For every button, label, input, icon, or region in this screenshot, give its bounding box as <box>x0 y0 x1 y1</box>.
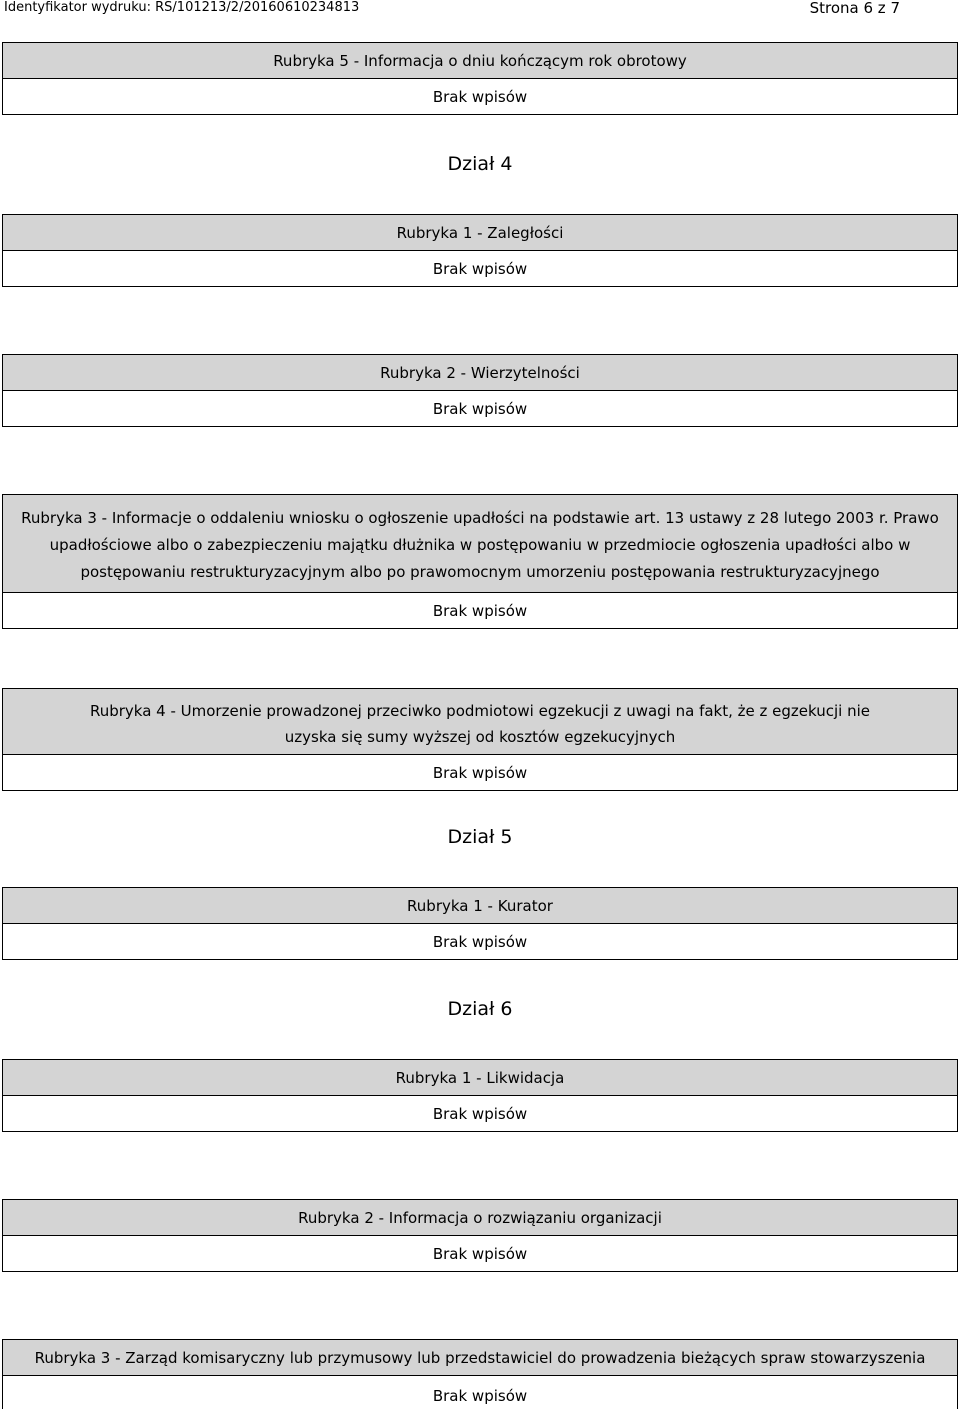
section-body: Brak wpisów <box>2 251 958 287</box>
section-body: Brak wpisów <box>2 593 958 629</box>
dzial-5-heading: Dział 5 <box>447 826 513 848</box>
section-title: Rubryka 1 - Zaległości <box>2 214 958 251</box>
section-wierzytelnosci <box>2 354 958 427</box>
section-title: Rubryka 3 - Zarząd komisaryczny lub przymusowy lub przedstawiciel do prowadzenia bieżących spraw stowarzyszenia <box>2 1339 958 1376</box>
section-title: Rubryka 2 - Informacja o rozwiązaniu organizacji <box>2 1199 958 1236</box>
section-body: Brak wpisów <box>2 1096 958 1132</box>
page-number: Strona 6 z 7 <box>809 0 900 17</box>
section-body: Brak wpisów <box>2 755 958 791</box>
section-body: Brak wpisów <box>2 924 958 960</box>
section-rubryka-5 <box>2 42 958 115</box>
section-zaleglosci <box>2 214 958 287</box>
section-rozwiazanie-organizacji <box>2 1199 958 1272</box>
section-oddalenie-wniosku <box>2 494 958 629</box>
section-body: Brak wpisów <box>2 1376 958 1409</box>
section-body: Brak wpisów <box>2 1236 958 1272</box>
dzial-6-heading: Dział 6 <box>447 998 513 1020</box>
section-kurator <box>2 887 958 960</box>
section-title: Rubryka 1 - Likwidacja <box>2 1059 958 1096</box>
section-umorzenie-egzekucji <box>2 688 958 791</box>
section-title: Rubryka 3 - Informacje o oddaleniu wniosku o ogłoszenie upadłości na podstawie art. 13 ustawy z 28 lutego 2003 r. Prawo upadłościowe albo o zabezpieczeniu majątku dłużnika w postępowaniu w przedmiocie ogłoszenia upadłości albo w postępowaniu restrukturyzacyjnym albo po prawomocnym umorzeniu postępowania restrukturyzacyjnego <box>2 494 958 593</box>
section-zarzad-komisaryczny <box>2 1339 958 1409</box>
print-identifier: Identyfikator wydruku: RS/101213/2/20160610234813 <box>4 0 360 15</box>
section-likwidacja <box>2 1059 958 1132</box>
page-header <box>0 0 960 16</box>
section-title: Rubryka 4 - Umorzenie prowadzonej przeciwko podmiotowi egzekucji z uwagi na fakt, że z egzekucji nie uzyska się sumy wyższej od kosztów egzekucyjnych <box>2 688 958 755</box>
section-body: Brak wpisów <box>2 391 958 427</box>
section-title: Rubryka 1 - Kurator <box>2 887 958 924</box>
dzial-4-heading: Dział 4 <box>447 153 513 175</box>
section-title: Rubryka 5 - Informacja o dniu kończącym rok obrotowy <box>2 42 958 79</box>
section-title: Rubryka 2 - Wierzytelności <box>2 354 958 391</box>
section-body: Brak wpisów <box>2 79 958 115</box>
